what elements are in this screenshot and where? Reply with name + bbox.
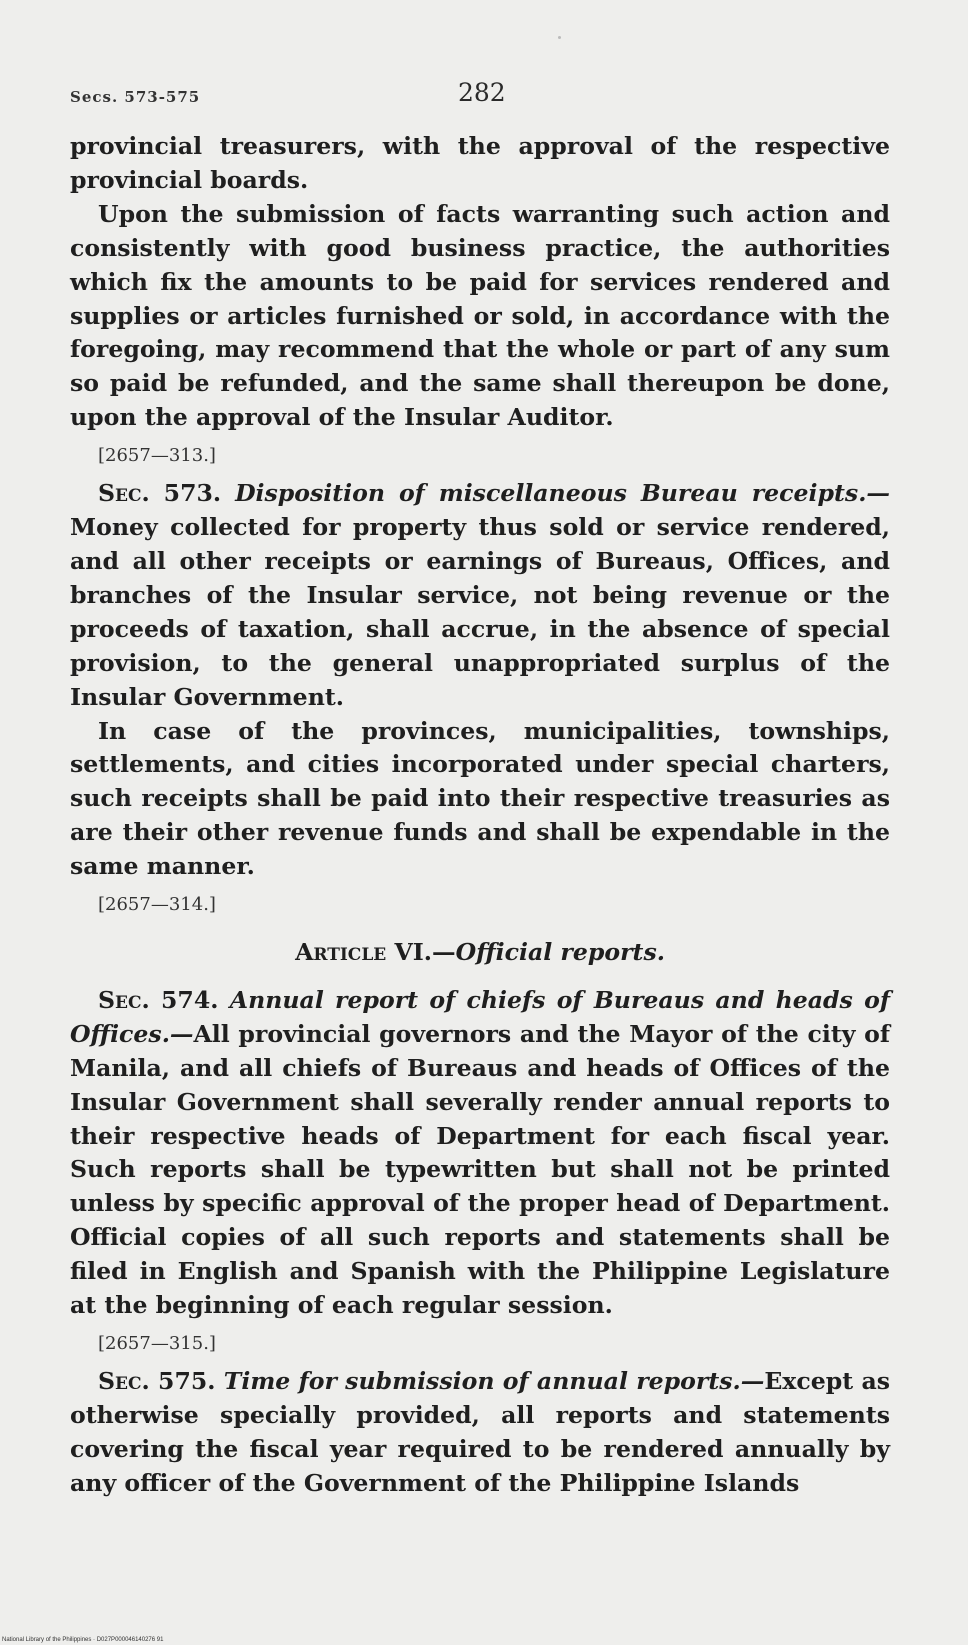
footer-credit: National Library of the Philippines · D027P000046140276 91 — [2, 1637, 164, 1643]
paragraph-1: provincial treasurers, with the approval of the respective provincial boards. — [70, 132, 890, 194]
section-573-text: Money collected for property thus sold or service rendered, and all other receipts or earnings of Bureaus, Offices, and branches of the Insular service, not being revenue or the proceeds of taxation, shall accrue, in the absence of special provision, to the general unappropriated surplus of the Insular Government. — [70, 513, 890, 711]
section-574-title: Annual report of chiefs of Bureaus and heads of Offices.— — [70, 985, 890, 1048]
section-range-header: Secs. 573-575 — [70, 88, 201, 106]
page-number: 282 — [458, 78, 506, 107]
paragraph-4: In case of the provinces, municipalities, townships, settlements, and cities incorporated under special charters, such receipts shall be paid into their respective treasuries as are their other revenue funds and shall be expendable in the same manner. — [70, 716, 890, 881]
section-575-title: Time for submission of annual reports.— — [223, 1367, 765, 1395]
article-title: Official reports. — [455, 938, 665, 967]
section-574-label: Sec. 574. — [98, 985, 219, 1014]
article-heading — [70, 936, 890, 970]
body-text — [70, 130, 890, 1501]
section-575 — [70, 1365, 890, 1501]
citation-2: [2657—314.] — [98, 894, 216, 916]
citation-1: [2657—313.] — [98, 445, 216, 467]
section-573-title: Disposition of miscellaneous Bureau receipts.— — [235, 479, 890, 508]
section-574 — [70, 984, 890, 1323]
section-573-label: Sec. 573. — [98, 479, 222, 508]
section-574-text: All provincial governors and the Mayor of the city of Manila, and all chiefs of Bureaus and heads of Offices of the Insular Government shall severally render annual reports to their respective heads of Department for each fiscal year. Such reports shall be typewritten but shall not be printed unless by specific approval of the proper head of Department. Official copies of all such reports and statements shall be filed in English and Spanish with the Philippine Legislature at the beginning of each regular session. — [70, 1019, 890, 1320]
scan-speck — [558, 36, 561, 39]
section-573 — [70, 477, 890, 714]
section-575-text: Except as otherwise specially provided, all reports and statements covering the fiscal year required to be rendered annually by any officer of the Government of the Philippine Islands — [70, 1367, 891, 1497]
paragraph-2: Upon the submission of facts warranting such action and consistently with good business practice, the authorities which fix the amounts to be paid for services rendered and supplies or articles furnished or sold, in accordance with the foregoing, may recommend that the whole or part of any sum so paid be refunded, and the same shall thereupon be done, upon the approval of the Insular Auditor. — [70, 199, 890, 432]
article-label: Article VI.— — [295, 938, 456, 967]
citation-3: [2657—315.] — [98, 1333, 216, 1354]
section-575-label: Sec. 575. — [98, 1367, 216, 1395]
